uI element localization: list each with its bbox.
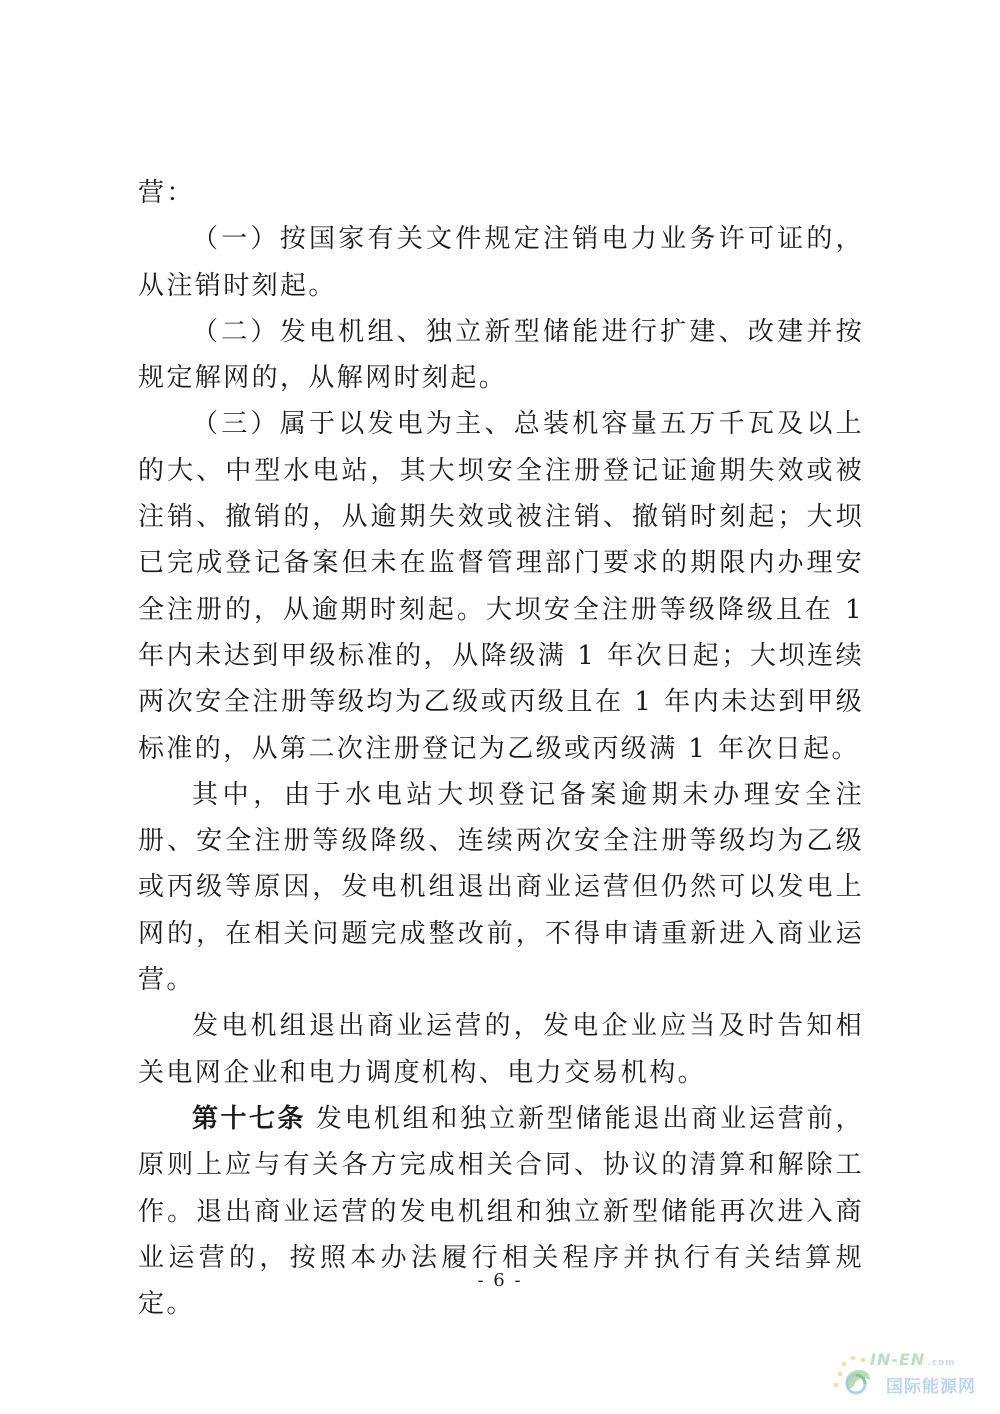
watermark-logo — [826, 1344, 986, 1400]
article-17-paragraph — [138, 1096, 864, 1327]
watermark-cn: 国际能源网 — [886, 1377, 976, 1397]
article-17-text: 发电机组和独立新型储能退出商业运营前，原则上应与有关各方完成相关合同、协议的清算和解除工作。退出商业运营的发电机组和独立新型储能再次进入商业运营的，按照本办法履行相关程序并执行有关结算规定。 — [138, 1103, 864, 1320]
paragraph-note: 其中，由于水电站大坝登记备案逾期未办理安全注册、安全注册等级降级、连续两次安全注册等级均为乙级或丙级等原因，发电机组退出商业运营但仍然可以发电上网的，在相关问题完成整改前，不得申请重新进入商业运营。 — [138, 779, 864, 996]
watermark-com-text: .com — [927, 1358, 956, 1368]
paragraph-item-2: （二）发电机组、独立新型储能进行扩建、改建并按规定解网的，从解网时刻起。 — [138, 316, 864, 394]
paragraph-item-3: （三）属于以发电为主、总装机容量五万千瓦及以上的大、中型水电站，其大坝安全注册登记证逾期失效或被注销、撤销的，从逾期失效或被注销、撤销时刻起；大坝已完成登记备案但未在监督管理部门要求的期限内办理安全注册的，从逾期时刻起。大坝安全注册等级降级且在 1 年内未达到甲级标准的，从降级满 1 年次日起；大坝连续两次安全注册等级均为乙级或丙级且在 1 年内未达到甲级标准的，从第二次注册登记为乙级或丙级满 1 年次日起。 — [138, 409, 864, 764]
article-17-heading: 第十七条 — [192, 1103, 306, 1134]
page-number: - 6 - — [477, 1270, 523, 1291]
paragraph-notice: 发电机组退出商业运营的，发电企业应当及时告知相关电网企业和电力调度机构、电力交易机构。 — [138, 1011, 864, 1088]
paragraph-item-1: （一）按国家有关文件规定注销电力业务许可证的，从注销时刻起。 — [138, 224, 864, 301]
watermark-en — [870, 1350, 956, 1369]
watermark-en-text: IN-EN — [870, 1350, 926, 1369]
paragraph-continuation: 营： — [138, 178, 195, 208]
document-body — [138, 170, 864, 1327]
